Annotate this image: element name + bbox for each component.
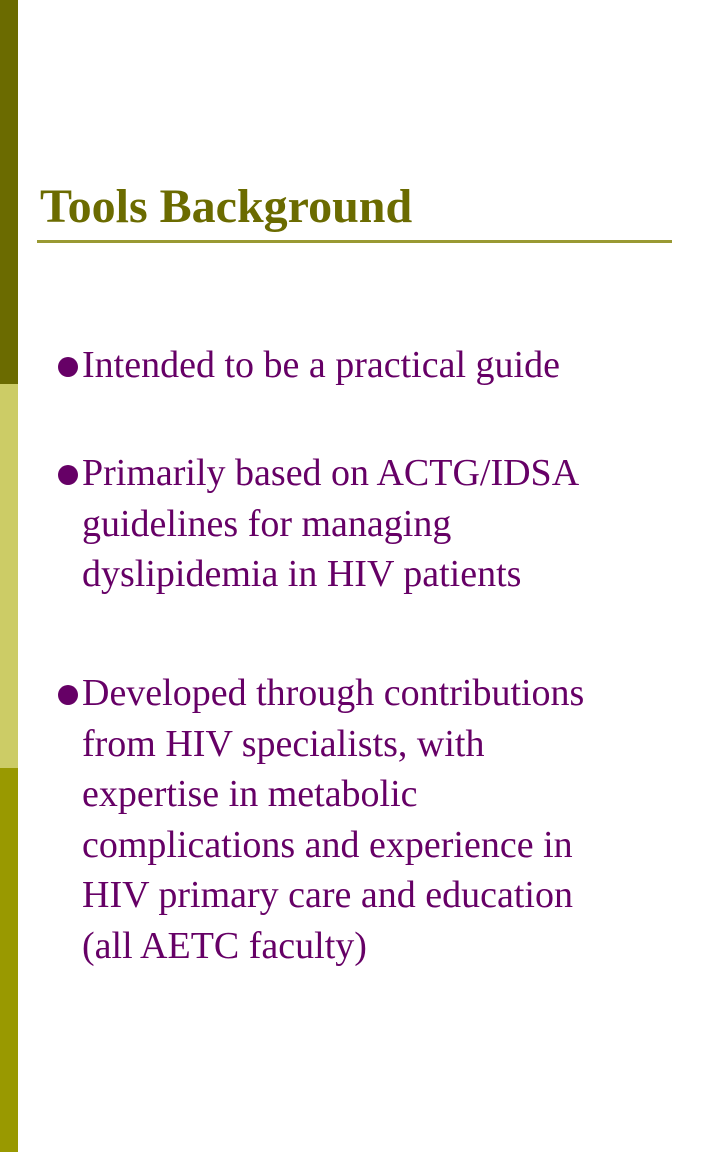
bullet-dot-icon (58, 357, 78, 377)
slide-title: Tools Background (40, 180, 413, 233)
bullet-dot-icon (58, 465, 78, 485)
bullet-text: Developed through contributions from HIV specialists, with expertise in metabolic complications and experience in HIV primary care and education (all AETC faculty) (82, 672, 585, 967)
side-bar-middle (0, 384, 18, 768)
side-bar-bottom (0, 768, 18, 1152)
title-underline (37, 240, 672, 243)
bullet-item (58, 448, 678, 600)
bullet-item (58, 340, 678, 391)
bullet-dot-icon (58, 685, 78, 705)
bullet-item (58, 668, 678, 971)
side-bar-top (0, 0, 18, 384)
bullet-text: Intended to be a practical guide (82, 344, 560, 386)
bullet-text: Primarily based on ACTG/IDSA guidelines for managing dyslipidemia in HIV patients (82, 452, 580, 595)
